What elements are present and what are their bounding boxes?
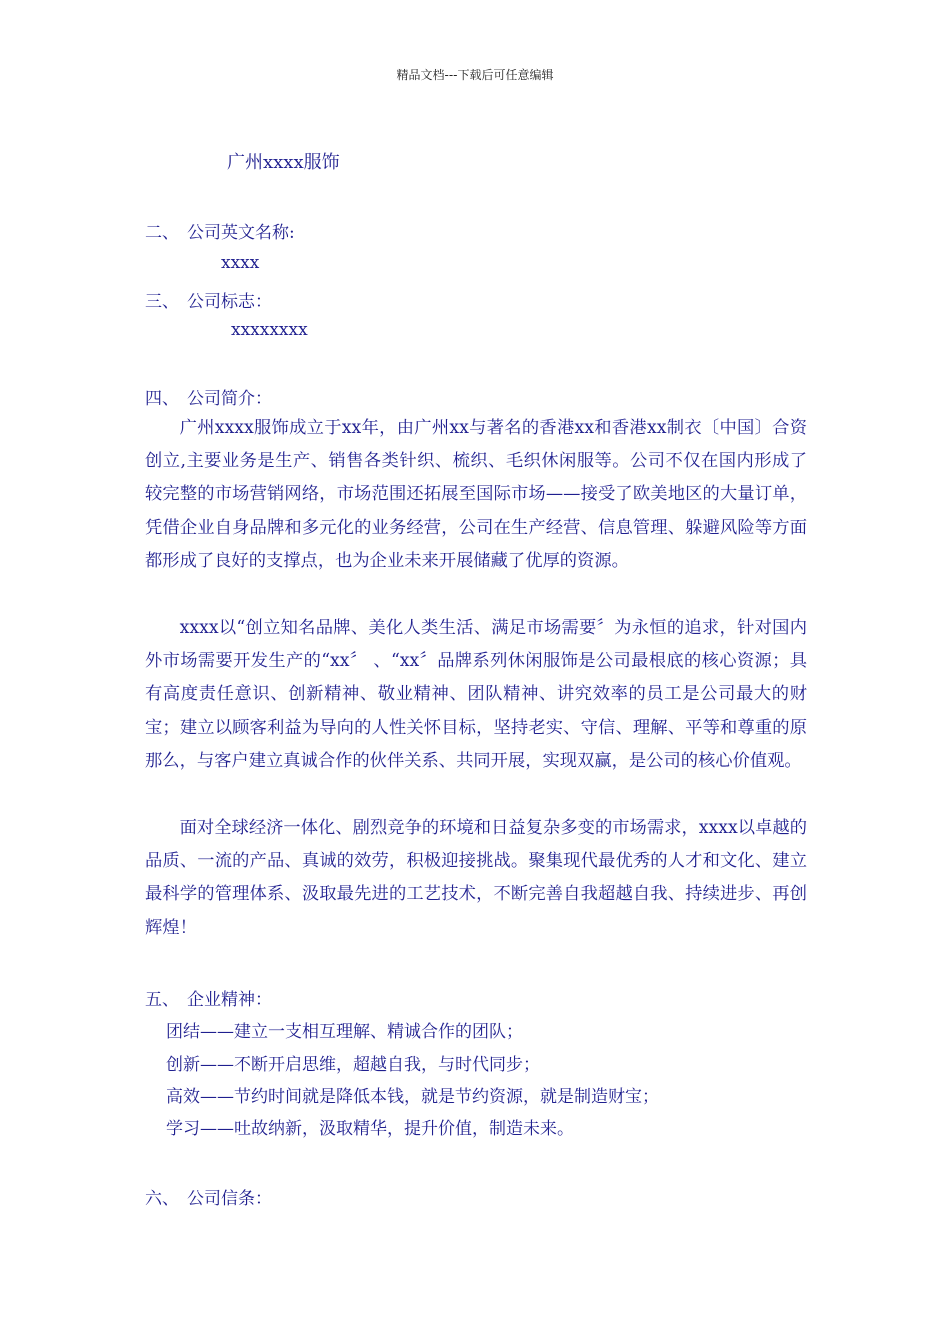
- section-number: 二、: [145, 223, 179, 243]
- section-number: 三、: [145, 292, 179, 312]
- section-heading-creed: [145, 1184, 272, 1209]
- section-heading-intro: [145, 384, 272, 409]
- section-heading-logo: [145, 287, 272, 312]
- section-title: 企业精神：: [187, 990, 272, 1010]
- section-number: 五、: [145, 990, 179, 1010]
- spirit-line-innovation: 创新——不断开启思维，超越自我，与时代同步；: [166, 1055, 540, 1075]
- logo-value: xxxxxxxx: [231, 320, 308, 340]
- intro-paragraph-2: xxxx以“创立知名品牌、美化人类生活、满足市场需要〞为永恒的追求，针对国内外市场需要开发生产的“xx〞 、“xx〞品牌系列休闲服饰是公司最根底的核心资源；具有高度责任意识、创新精神、敬业精神、团队精神、讲究效率的员工是公司最大的财宝；建立以顾客利益为导向的人性关怀目标，坚持老实、守信、理解、平等和尊重的原那么，与客户建立真诚合作的伙伴关系、共同开展，实现双赢，是公司的核心价值观。: [145, 618, 807, 771]
- section-title: 公司信条：: [187, 1189, 272, 1209]
- section-heading-spirit: [145, 985, 272, 1010]
- section-heading-english-name: [145, 218, 295, 243]
- section-title: 公司英文名称:: [187, 223, 295, 243]
- spirit-line-efficiency: 高效——节约时间就是降低本钱，就是节约资源，就是制造财宝；: [166, 1087, 659, 1107]
- spirit-line-learning: 学习——吐故纳新，汲取精华，提升价值，制造未来。: [166, 1119, 574, 1139]
- intro-paragraph-1: 广州xxxx服饰成立于xx年，由广州xx与著名的香港xx和香港xx制衣〔中国〕合资创立,主要业务是生产、销售各类针织、梳织、毛织休闲服等。公司不仅在国内形成了较完整的市场营销网络，市场范围还拓展至国际市场——接受了欧美地区的大量订单，凭借企业自身品牌和多元化的业务经营，公司在生产经营、信息管理、躲避风险等方面都形成了良好的支撑点，也为企业未来开展储藏了优厚的资源。: [145, 418, 807, 571]
- section-title: 公司简介：: [187, 389, 272, 409]
- english-name-value: xxxx: [221, 253, 260, 273]
- section-number: 六、: [145, 1189, 179, 1209]
- company-name: 广州xxxx服饰: [227, 152, 340, 173]
- header-note: 精品文档---下载后可任意编辑: [396, 68, 554, 82]
- intro-paragraph-3: 面对全球经济一体化、剧烈竞争的环境和日益复杂多变的市场需求，xxxx以卓越的品质、一流的产品、真诚的效劳，积极迎接挑战。聚集现代最优秀的人才和文化、建立最科学的管理体系、汲取最先进的工艺技术，不断完善自我超越自我、持续进步、再创辉煌！: [145, 818, 807, 938]
- section-title: 公司标志：: [187, 292, 272, 312]
- spirit-line-unity: 团结——建立一支相互理解、精诚合作的团队；: [166, 1022, 523, 1042]
- section-number: 四、: [145, 389, 179, 409]
